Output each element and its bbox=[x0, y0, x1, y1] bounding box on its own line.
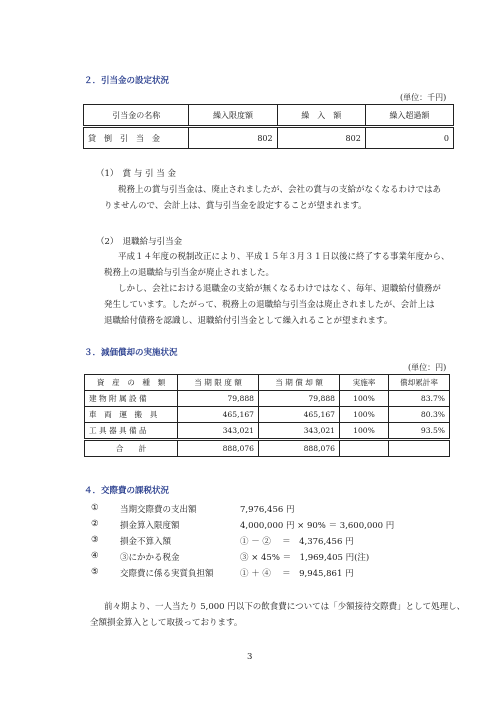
list-item bbox=[91, 503, 99, 513]
table-header: 償却累計率 bbox=[389, 375, 450, 391]
table-cell: 79,888 bbox=[259, 391, 340, 407]
table-cell: 888,076 bbox=[259, 440, 340, 457]
table-cell: 888,076 bbox=[178, 440, 259, 457]
subsection-2-title: （2） 退職給与引当金 bbox=[96, 237, 183, 247]
table-row bbox=[84, 127, 454, 149]
item-number: ④ bbox=[91, 551, 99, 561]
table-total-row bbox=[85, 440, 450, 457]
item-value: 7,976,456 円 bbox=[240, 505, 295, 515]
item-number: ① bbox=[91, 503, 99, 513]
page-number: 3 bbox=[247, 652, 253, 662]
table-header: 資 産 の 種 類 bbox=[85, 375, 178, 391]
table-cell: 802 bbox=[277, 127, 365, 149]
item-label: 損金不算入額 bbox=[120, 537, 172, 547]
subsection-1-line: 税務上の賞与引当金は、廃止されましたが、会社の賞与の支給がなくなるわけではあ bbox=[118, 185, 442, 195]
item-number: ② bbox=[91, 519, 99, 529]
table-cell: 465,167 bbox=[178, 407, 259, 423]
table-cell: 貸 倒 引 当 金 bbox=[84, 127, 189, 149]
table-cell: 100% bbox=[340, 423, 389, 440]
table-cell: 車 両 運 搬 具 bbox=[85, 407, 178, 423]
section-2-unit: (単位：千円) bbox=[400, 93, 447, 102]
item-label: ③にかかる税金 bbox=[120, 553, 180, 563]
table-cell: 建 物 附 属 設 備 bbox=[85, 391, 178, 407]
item-label: 交際費に係る実質負担額 bbox=[120, 569, 214, 579]
table-row bbox=[85, 423, 450, 440]
item-label: 当期交際費の支出額 bbox=[120, 505, 197, 515]
table-header: 当 期 償 却 額 bbox=[259, 375, 340, 391]
depreciation-table bbox=[84, 374, 450, 457]
table-cell: 80.3% bbox=[389, 407, 450, 423]
table-header: 当 期 限 度 額 bbox=[178, 375, 259, 391]
item-number: ⑤ bbox=[91, 567, 99, 577]
table-cell: 工 具 器 具 備 品 bbox=[85, 423, 178, 440]
allowance-table bbox=[83, 104, 454, 149]
subsection-1-line: りませんので、会計上は、賞与引当金を設定することが望まれます。 bbox=[104, 201, 367, 211]
table-header: 繰入限度額 bbox=[189, 105, 277, 127]
table-header-row bbox=[85, 375, 450, 391]
item-value: ① － ② ＝ 4,376,456 円 bbox=[240, 537, 354, 547]
table-header: 繰 入 額 bbox=[277, 105, 365, 127]
section-3-heading: ３．減価償却の実施状況 bbox=[84, 348, 178, 358]
subsection-2-line: 平成１４年度の税制改正により、平成１５年３月３１日以後に終了する事業年度から、 bbox=[118, 252, 450, 262]
table-header-row bbox=[84, 105, 454, 127]
table-cell: 465,167 bbox=[259, 407, 340, 423]
subsection-2-line: 税務上の退職給与引当金が廃止されました。 bbox=[104, 268, 275, 278]
table-cell: 343,021 bbox=[259, 423, 340, 440]
item-value: ① ＋ ④ ＝ 9,945,861 円 bbox=[240, 569, 354, 579]
table-cell bbox=[389, 440, 450, 457]
table-header: 繰入超過額 bbox=[365, 105, 453, 127]
table-cell: 802 bbox=[189, 127, 277, 149]
subsection-2-line: 退職給付債務を認識し、退職給付引当金として繰入れることが望まれます。 bbox=[104, 316, 393, 326]
table-cell: 83.7% bbox=[389, 391, 450, 407]
subsection-2-line: しかし、会社における退職金の支給が無くなるわけではなく、毎年、退職給付債務が bbox=[118, 284, 441, 294]
section-4-heading: ４．交際費の課税状況 bbox=[84, 486, 170, 496]
section-2-heading: ２．引当金の設定状況 bbox=[84, 76, 170, 86]
item-value: 4,000,000 円 × 90% ＝ 3,600,000 円 bbox=[240, 521, 395, 531]
note-line: 全額損金算入として取扱っております。 bbox=[90, 618, 243, 628]
subsection-1-title: （1） 賞 与 引 当 金 bbox=[96, 169, 176, 179]
table-cell: 合 計 bbox=[85, 440, 178, 457]
item-label: 損金算入限度額 bbox=[120, 521, 180, 531]
section-3-unit: (単位：円) bbox=[408, 363, 447, 372]
table-cell: 100% bbox=[340, 391, 389, 407]
item-number: ③ bbox=[91, 535, 99, 545]
table-cell: 100% bbox=[340, 407, 389, 423]
table-cell: 79,888 bbox=[178, 391, 259, 407]
subsection-2-line: 発生しています。したがって、税務上の退職給与引当金は廃止されましたが、会計上は bbox=[104, 300, 435, 310]
table-cell: 343,021 bbox=[178, 423, 259, 440]
table-cell: 0 bbox=[365, 127, 453, 149]
table-row bbox=[85, 391, 450, 407]
table-row bbox=[85, 407, 450, 423]
table-header: 引当金の名称 bbox=[84, 105, 189, 127]
item-value: ③ × 45% ＝ 1,969,405 円(注) bbox=[240, 553, 370, 563]
table-cell bbox=[340, 440, 389, 457]
table-cell: 93.5% bbox=[389, 423, 450, 440]
table-header: 実施率 bbox=[340, 375, 389, 391]
note-line: 前々期より、一人当たり 5,000 円以下の飲食費については「少額接待交際費」として処理し、 bbox=[104, 602, 466, 612]
